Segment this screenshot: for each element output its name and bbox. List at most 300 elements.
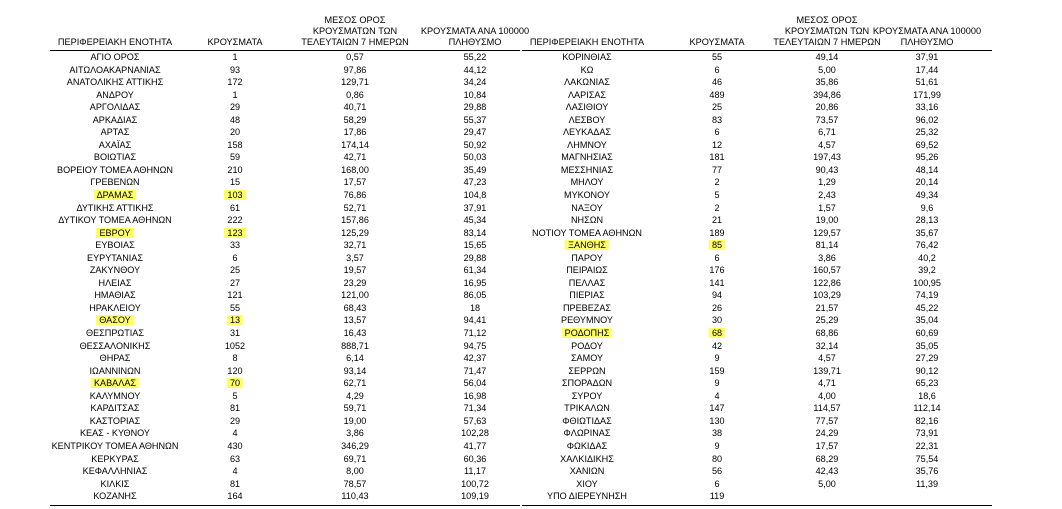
cell-cases-text: 6: [714, 252, 720, 263]
cell-cases-text: 181: [709, 152, 725, 163]
table-row: [50, 176, 520, 189]
cell-cases-text: 93: [229, 64, 241, 75]
table-row: [50, 227, 520, 240]
table-row: [50, 352, 520, 365]
cell-cases: [672, 465, 762, 478]
cell-per100k-text: 11,39: [915, 478, 939, 489]
cell-per100k: [410, 89, 540, 102]
cell-per100k-text: 50,03: [463, 152, 487, 163]
cell-region: [50, 202, 180, 215]
cell-avg7-text: 42,71: [343, 152, 367, 163]
cell-avg7: [290, 465, 420, 478]
cell-cases-text: 20: [229, 127, 241, 138]
cell-cases: [190, 51, 280, 64]
cell-per100k-text: 25,32: [915, 127, 939, 138]
cell-region-text: ΖΑΚΥΝΘΟΥ: [89, 265, 141, 276]
cell-cases-text: 25: [229, 265, 241, 276]
table-row: [50, 89, 520, 102]
cell-per100k: [862, 51, 992, 64]
cell-cases: [190, 164, 280, 177]
cell-region-text: ΚΕΦΑΛΛΗΝΙΑΣ: [82, 466, 148, 477]
cell-cases: [672, 377, 762, 390]
cell-avg7-text: 121,00: [341, 290, 369, 301]
cell-cases: [672, 478, 762, 491]
cell-avg7: [290, 340, 420, 353]
cell-cases: [672, 189, 762, 202]
cell-avg7: [290, 440, 420, 453]
cell-cases: [190, 139, 280, 152]
cell-per100k: [410, 139, 540, 152]
cell-region-text: ΜΑΓΝΗΣΙΑΣ: [561, 152, 613, 163]
cell-per100k-text: 34,24: [463, 77, 487, 88]
cell-cases-text: 59: [229, 152, 241, 163]
cell-avg7-text: 17,57: [343, 177, 367, 188]
cell-cases-text: 48: [229, 114, 241, 125]
cell-per100k: [862, 402, 992, 415]
cell-region: [522, 89, 652, 102]
cell-region: [50, 465, 180, 478]
cell-cases-text: 61: [229, 202, 241, 213]
cell-cases-text: 12: [711, 139, 723, 150]
cell-per100k-text: 60,69: [915, 328, 939, 339]
table-row: [50, 164, 520, 177]
cell-avg7-text: 129,71: [341, 77, 369, 88]
cell-cases-text: 29: [229, 415, 241, 426]
cell-per100k-text: 37,91: [463, 202, 487, 213]
cell-cases: [190, 101, 280, 114]
cell-cases-text: 21: [711, 215, 723, 226]
cell-cases-text: 4: [232, 428, 238, 439]
cell-cases: [190, 390, 280, 403]
cell-region: [522, 377, 652, 390]
cell-region-text: ΚΟΡΙΝΘΙΑΣ: [562, 52, 612, 62]
cell-region-text: ΑΙΤΩΛΟΑΚΑΡΝΑΝΙΑΣ: [69, 64, 161, 75]
cell-region-text: ΑΝΑΤΟΛΙΚΗΣ ΑΤΤΙΚΗΣ: [66, 77, 164, 88]
cell-cases: [672, 264, 762, 277]
cell-region: [50, 314, 180, 327]
cell-per100k: [410, 151, 540, 164]
cell-avg7-text: 32,71: [343, 240, 367, 251]
cell-per100k: [862, 139, 992, 152]
cell-per100k: [862, 89, 992, 102]
cell-per100k: [410, 176, 540, 189]
cell-avg7: [290, 239, 420, 252]
cell-per100k: [862, 302, 992, 315]
cell-cases-text: 25: [711, 102, 723, 113]
cell-region: [50, 126, 180, 139]
cell-per100k: [410, 227, 540, 240]
cell-region: [522, 289, 652, 302]
cell-avg7-text: 114,57: [813, 403, 841, 414]
cell-region: [50, 76, 180, 89]
cell-per100k-text: 51,61: [915, 77, 939, 88]
cell-per100k-text: 100,95: [913, 277, 941, 288]
table-row: [522, 327, 992, 340]
cell-per100k-text: 45,34: [463, 215, 487, 226]
cell-avg7-text: 129,57: [813, 227, 841, 238]
cell-cases-text: 31: [229, 328, 241, 339]
cell-per100k-text: 104,8: [463, 190, 487, 201]
cell-per100k: [862, 465, 992, 478]
cell-avg7-text: 6,14: [346, 353, 364, 364]
cell-avg7-text: 59,71: [343, 403, 367, 414]
cell-avg7: [290, 139, 420, 152]
cell-per100k-text: 42,37: [463, 353, 487, 364]
cell-cases: [190, 302, 280, 315]
cell-avg7: [290, 377, 420, 390]
cell-cases: [190, 377, 280, 390]
table-row: [50, 202, 520, 215]
cell-per100k: [410, 289, 540, 302]
cell-cases: [190, 277, 280, 290]
cell-region-text: ΚΙΛΚΙΣ: [100, 478, 130, 489]
cell-per100k-text: 29,47: [463, 127, 487, 138]
cell-avg7-text: 197,43: [813, 152, 841, 163]
cell-per100k: [862, 377, 992, 390]
cell-region: [50, 101, 180, 114]
cell-avg7: [290, 64, 420, 77]
cell-region-text: ΔΡΑΜΑΣ: [94, 190, 137, 200]
cell-per100k: [862, 164, 992, 177]
cell-region: [522, 277, 652, 290]
cell-cases-text: 81: [229, 478, 241, 489]
cell-per100k: [410, 490, 540, 503]
cell-cases-text: 158: [227, 139, 243, 150]
cell-cases: [672, 214, 762, 227]
cell-region: [50, 289, 180, 302]
cell-avg7-text: 174,14: [341, 139, 369, 150]
cell-avg7: [290, 277, 420, 290]
cell-per100k-text: 35,05: [915, 340, 939, 351]
table-row: [50, 151, 520, 164]
cell-region-text: ΧΑΛΚΙΔΙΚΗΣ: [560, 453, 614, 464]
cell-per100k-text: 55,37: [463, 114, 487, 125]
table-row: [522, 164, 992, 177]
cell-region-text: ΔΥΤΙΚΟΥ ΤΟΜΕΑ ΑΘΗΝΩΝ: [58, 215, 172, 226]
cell-cases: [672, 289, 762, 302]
cell-region-text: ΥΠΟ ΔΙΕΡΕΥΝΗΣΗ: [547, 491, 627, 502]
cell-per100k-text: 28,13: [915, 215, 939, 226]
table-row: [522, 302, 992, 315]
table-row: [50, 101, 520, 114]
cell-per100k-text: 55,22: [463, 52, 487, 62]
cell-cases: [190, 114, 280, 127]
cell-per100k-text: 40,2: [918, 252, 936, 263]
cell-per100k-text: 11,17: [463, 466, 487, 477]
cell-per100k: [410, 164, 540, 177]
cell-region-text: ΦΩΚΙΔΑΣ: [566, 440, 608, 451]
cell-region: [50, 340, 180, 353]
cell-cases: [190, 76, 280, 89]
table-row: [522, 490, 992, 503]
cell-cases: [672, 340, 762, 353]
cell-region: [50, 51, 180, 64]
cell-region: [522, 314, 652, 327]
cell-avg7: [290, 402, 420, 415]
cell-region-text: ΘΑΣΟΥ: [96, 315, 133, 325]
cell-per100k-text: 56,04: [463, 378, 487, 389]
cell-avg7: [290, 101, 420, 114]
cell-region-text: ΚΕΡΚΥΡΑΣ: [91, 453, 139, 464]
cell-cases-text: 1: [232, 52, 238, 62]
cell-cases: [672, 327, 762, 340]
cell-cases-text: 2: [714, 177, 720, 188]
cell-cases: [672, 440, 762, 453]
cell-cases-text: 1052: [224, 340, 246, 351]
table-row: [522, 340, 992, 353]
cell-avg7: [290, 289, 420, 302]
cell-cases: [672, 365, 762, 378]
cell-region-text: ΗΡΑΚΛΕΙΟΥ: [89, 302, 141, 313]
cell-cases-text: 147: [709, 403, 725, 414]
cell-per100k: [410, 76, 540, 89]
cell-avg7-text: 69,71: [343, 453, 367, 464]
cell-avg7-text: 19,57: [343, 265, 367, 276]
table-row: [522, 114, 992, 127]
cell-region: [50, 227, 180, 240]
cell-cases-text: 81: [229, 403, 241, 414]
cell-per100k: [862, 289, 992, 302]
table-row: [522, 390, 992, 403]
cell-avg7-text: 76,86: [343, 190, 367, 201]
cell-cases: [672, 402, 762, 415]
cell-avg7: [290, 390, 420, 403]
cell-avg7: [290, 427, 420, 440]
table-row: [50, 490, 520, 503]
cell-region-text: ΚΟΖΑΝΗΣ: [93, 491, 137, 502]
cell-cases: [672, 64, 762, 77]
cell-avg7-text: 6,71: [818, 127, 836, 138]
cell-avg7-text: 4,29: [346, 390, 364, 401]
cell-per100k-text: 94,41: [463, 315, 487, 326]
cell-region: [50, 427, 180, 440]
cell-avg7-text: 16,43: [343, 328, 367, 339]
cell-cases-text: 189: [709, 227, 725, 238]
cell-region: [522, 76, 652, 89]
cell-per100k: [410, 214, 540, 227]
cell-per100k-text: 95,26: [915, 152, 939, 163]
cell-region: [50, 239, 180, 252]
cell-per100k: [862, 277, 992, 290]
cell-cases-text: 80: [711, 453, 723, 464]
cell-per100k-text: 76,42: [915, 240, 939, 251]
cell-avg7-text: 8,00: [346, 466, 364, 477]
cell-avg7-text: 62,71: [343, 378, 367, 389]
cell-region: [50, 89, 180, 102]
cell-per100k-text: 16,98: [463, 390, 487, 401]
cell-region-text: ΣΥΡΟΥ: [571, 390, 603, 401]
cell-region-text: ΚΕΑΣ - ΚΥΘΝΟΥ: [79, 428, 150, 439]
cell-avg7-text: 346,29: [341, 440, 369, 451]
cell-region-text: ΑΓΙΟ ΟΡΟΣ: [90, 52, 140, 62]
cell-per100k-text: 48,14: [915, 164, 939, 175]
cell-avg7: [290, 302, 420, 315]
cell-per100k: [410, 101, 540, 114]
cell-avg7-text: 73,57: [815, 114, 839, 125]
cell-region: [50, 252, 180, 265]
cell-per100k-text: 35,04: [915, 315, 939, 326]
cell-avg7-text: 4,57: [818, 139, 836, 150]
cell-cases: [672, 126, 762, 139]
cell-cases: [190, 126, 280, 139]
cell-per100k-text: 65,23: [915, 378, 939, 389]
cell-region-text: ΚΑΒΑΛΑΣ: [91, 378, 139, 388]
cell-per100k-text: 18,6: [918, 390, 936, 401]
cell-avg7-text: 394,86: [813, 89, 841, 100]
cell-region-text: ΧΑΝΙΩΝ: [569, 466, 605, 477]
cell-avg7-text: 5,00: [818, 478, 836, 489]
cell-region-text: ΤΡΙΚΑΛΩΝ: [564, 403, 610, 414]
cell-per100k: [410, 51, 540, 64]
cell-cases: [190, 365, 280, 378]
left-table-body: [50, 51, 520, 503]
cell-region: [522, 176, 652, 189]
cell-cases-text: 6: [232, 252, 238, 263]
cell-cases-text: 29: [229, 102, 241, 113]
cell-cases-text: 46: [711, 77, 723, 88]
cell-avg7-text: 40,71: [343, 102, 367, 113]
cell-avg7-text: 58,29: [343, 114, 367, 125]
cell-per100k-text: 69,52: [915, 139, 939, 150]
cell-avg7-text: 52,71: [343, 202, 367, 213]
cell-region-text: ΜΥΚΟΝΟΥ: [564, 190, 610, 201]
cell-region-text: ΑΡΚΑΔΙΑΣ: [92, 114, 138, 125]
table-row: [50, 302, 520, 315]
cell-per100k: [862, 202, 992, 215]
cell-per100k: [862, 176, 992, 189]
cell-region-text: ΣΠΟΡΑΔΩΝ: [561, 378, 613, 389]
cell-avg7: [290, 352, 420, 365]
cell-cases-text: 489: [709, 89, 725, 100]
cell-per100k: [410, 427, 540, 440]
cell-per100k-text: 39,2: [918, 265, 936, 276]
cell-cases-text: 8: [232, 353, 238, 364]
cell-region: [522, 440, 652, 453]
cell-avg7-text: 103,29: [813, 290, 841, 301]
cell-per100k-text: 73,91: [915, 428, 939, 439]
cell-per100k-text: 9,6: [920, 202, 934, 213]
header-per100k: ΚΡΟΥΣΜΑΤΑ ΑΝΑ 100000 ΠΛΗΘΥΣΜΟ: [420, 26, 530, 47]
cell-cases: [190, 490, 280, 503]
table-row: [50, 327, 520, 340]
cell-per100k-text: 35,67: [915, 227, 939, 238]
cell-per100k: [410, 365, 540, 378]
table-row: [522, 252, 992, 265]
cell-region: [50, 151, 180, 164]
cell-per100k-text: 15,65: [463, 240, 487, 251]
cell-avg7-text: 4,00: [818, 390, 836, 401]
cell-region-text: ΗΛΕΙΑΣ: [98, 277, 132, 288]
cell-per100k-text: 16,95: [463, 277, 487, 288]
cell-region-text: ΛΕΣΒΟΥ: [568, 114, 606, 125]
header-cases: ΚΡΟΥΣΜΑΤΑ: [689, 37, 745, 47]
cell-region-text: ΦΘΙΩΤΙΔΑΣ: [562, 415, 612, 426]
cell-avg7-text: 49,14: [815, 52, 839, 62]
table-row: [50, 340, 520, 353]
cell-region-text: ΘΗΡΑΣ: [99, 353, 131, 364]
cell-per100k-text: 29,88: [463, 252, 487, 263]
cell-per100k: [410, 415, 540, 428]
cell-avg7: [290, 327, 420, 340]
cell-region: [522, 202, 652, 215]
cell-region: [50, 327, 180, 340]
cell-per100k: [862, 314, 992, 327]
cell-cases: [672, 151, 762, 164]
cell-avg7: [290, 415, 420, 428]
cell-region: [522, 126, 652, 139]
cell-avg7-text: 1,57: [818, 202, 836, 213]
cell-cases-text: 85: [709, 240, 725, 250]
cell-region-text: ΛΑΡΙΣΑΣ: [567, 89, 607, 100]
cell-avg7: [290, 264, 420, 277]
cell-avg7: [290, 365, 420, 378]
cell-per100k: [410, 202, 540, 215]
cell-region-text: ΚΑΣΤΟΡΙΑΣ: [89, 415, 141, 426]
cell-region: [50, 377, 180, 390]
table-row: [522, 139, 992, 152]
table-row: [522, 214, 992, 227]
cell-avg7-text: 24,29: [815, 428, 839, 439]
table-row: [522, 352, 992, 365]
right-table-header: [522, 0, 992, 51]
cell-avg7: [290, 227, 420, 240]
cell-region: [522, 151, 652, 164]
table-row: [522, 402, 992, 415]
cell-cases: [672, 76, 762, 89]
cell-cases-text: 5: [232, 390, 238, 401]
cell-per100k: [410, 302, 540, 315]
cell-avg7: [290, 453, 420, 466]
cell-per100k-text: 102,28: [461, 428, 489, 439]
cell-region: [50, 478, 180, 491]
cell-cases: [672, 252, 762, 265]
cell-per100k-text: 90,12: [915, 365, 939, 376]
cell-cases-text: 33: [229, 240, 241, 251]
cell-region-text: ΚΕΝΤΡΙΚΟΥ ΤΟΜΕΑ ΑΘΗΝΩΝ: [51, 440, 179, 451]
cell-per100k-text: 83,14: [463, 227, 487, 238]
cell-region-text: ΧΙΟΥ: [576, 478, 598, 489]
cell-per100k-text: 50,92: [463, 139, 487, 150]
cell-region: [522, 252, 652, 265]
cell-per100k-text: 71,47: [463, 365, 487, 376]
table-row: [50, 76, 520, 89]
cell-per100k: [862, 151, 992, 164]
cell-cases-text: 121: [227, 290, 243, 301]
cell-region: [50, 415, 180, 428]
cell-avg7-text: 1,29: [818, 177, 836, 188]
cell-region-text: ΣΕΡΡΩΝ: [568, 365, 606, 376]
cell-cases: [672, 427, 762, 440]
cell-avg7-text: 125,29: [341, 227, 369, 238]
cell-avg7: [290, 478, 420, 491]
cell-avg7-text: 157,86: [341, 215, 369, 226]
cell-region: [50, 277, 180, 290]
cell-region-text: ΝΗΣΩΝ: [570, 215, 604, 226]
cell-avg7: [290, 202, 420, 215]
cell-avg7: [290, 314, 420, 327]
table-row: [522, 440, 992, 453]
cell-per100k: [862, 415, 992, 428]
cell-cases-text: 141: [709, 277, 725, 288]
cell-avg7-text: 3,86: [346, 428, 364, 439]
table-row: [50, 390, 520, 403]
cell-cases-text: 4: [232, 466, 238, 477]
cell-cases-text: 119: [709, 491, 725, 502]
cell-per100k: [862, 365, 992, 378]
cell-per100k: [862, 189, 992, 202]
cell-per100k-text: 29,88: [463, 102, 487, 113]
cell-avg7-text: 78,57: [343, 478, 367, 489]
